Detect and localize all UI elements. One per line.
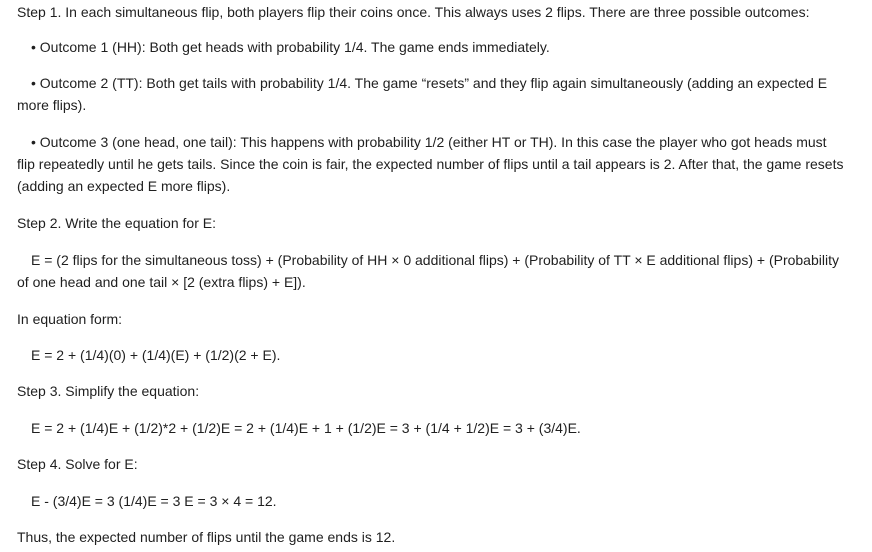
bullet-icon: •	[31, 75, 36, 91]
outcome-2	[17, 72, 847, 116]
bullet-icon: •	[31, 39, 36, 55]
outcome-1	[17, 36, 847, 58]
step2-heading: Step 2. Write the equation for E:	[17, 215, 216, 231]
step4-equation: E - (3/4)E = 3 (1/4)E = 3 E = 3 × 4 = 12.	[31, 493, 277, 509]
outcome-3-text: Outcome 3 (one head, one tail): This happens with probability 1/2 (either HT or TH). In this case the player who got heads must flip repeatedly until he gets tails. Since the coin is fair, the expected number of flips until a tail appears is 2. After that, the game resets (adding an expected E more flips).	[17, 134, 844, 194]
conclusion: Thus, the expected number of flips until the game ends is 12.	[17, 529, 396, 545]
outcome-2-text: Outcome 2 (TT): Both get tails with probability 1/4. The game “resets” and they flip again simultaneously (adding an expected E more flips).	[17, 75, 828, 113]
outcome-3	[17, 131, 847, 197]
equation-form-label: In equation form:	[17, 311, 123, 327]
step4-heading: Step 4. Solve for E:	[17, 456, 138, 472]
step3-heading: Step 3. Simplify the equation:	[17, 383, 200, 399]
bullet-icon: •	[31, 134, 36, 150]
step2-equation-form: E = 2 + (1/4)(0) + (1/4)(E) + (1/2)(2 + E).	[31, 347, 281, 363]
step2-equation-words: E = (2 flips for the simultaneous toss) + (Probability of HH × 0 additional flips) + (Probability of TT × E additional flips) + (Probability of one head and one tail × [2 (extra flips) + E]).	[17, 252, 839, 290]
step1-intro: Step 1. In each simultaneous flip, both players flip their coins once. This always uses 2 flips. There are three possible outcomes:	[17, 4, 810, 20]
step3-equation: E = 2 + (1/4)E + (1/2)*2 + (1/2)E = 2 + (1/4)E + 1 + (1/2)E = 3 + (1/4 + 1/2)E = 3 + (3/4)E.	[31, 420, 581, 436]
outcome-1-text: Outcome 1 (HH): Both get heads with probability 1/4. The game ends immediately.	[39, 39, 550, 55]
